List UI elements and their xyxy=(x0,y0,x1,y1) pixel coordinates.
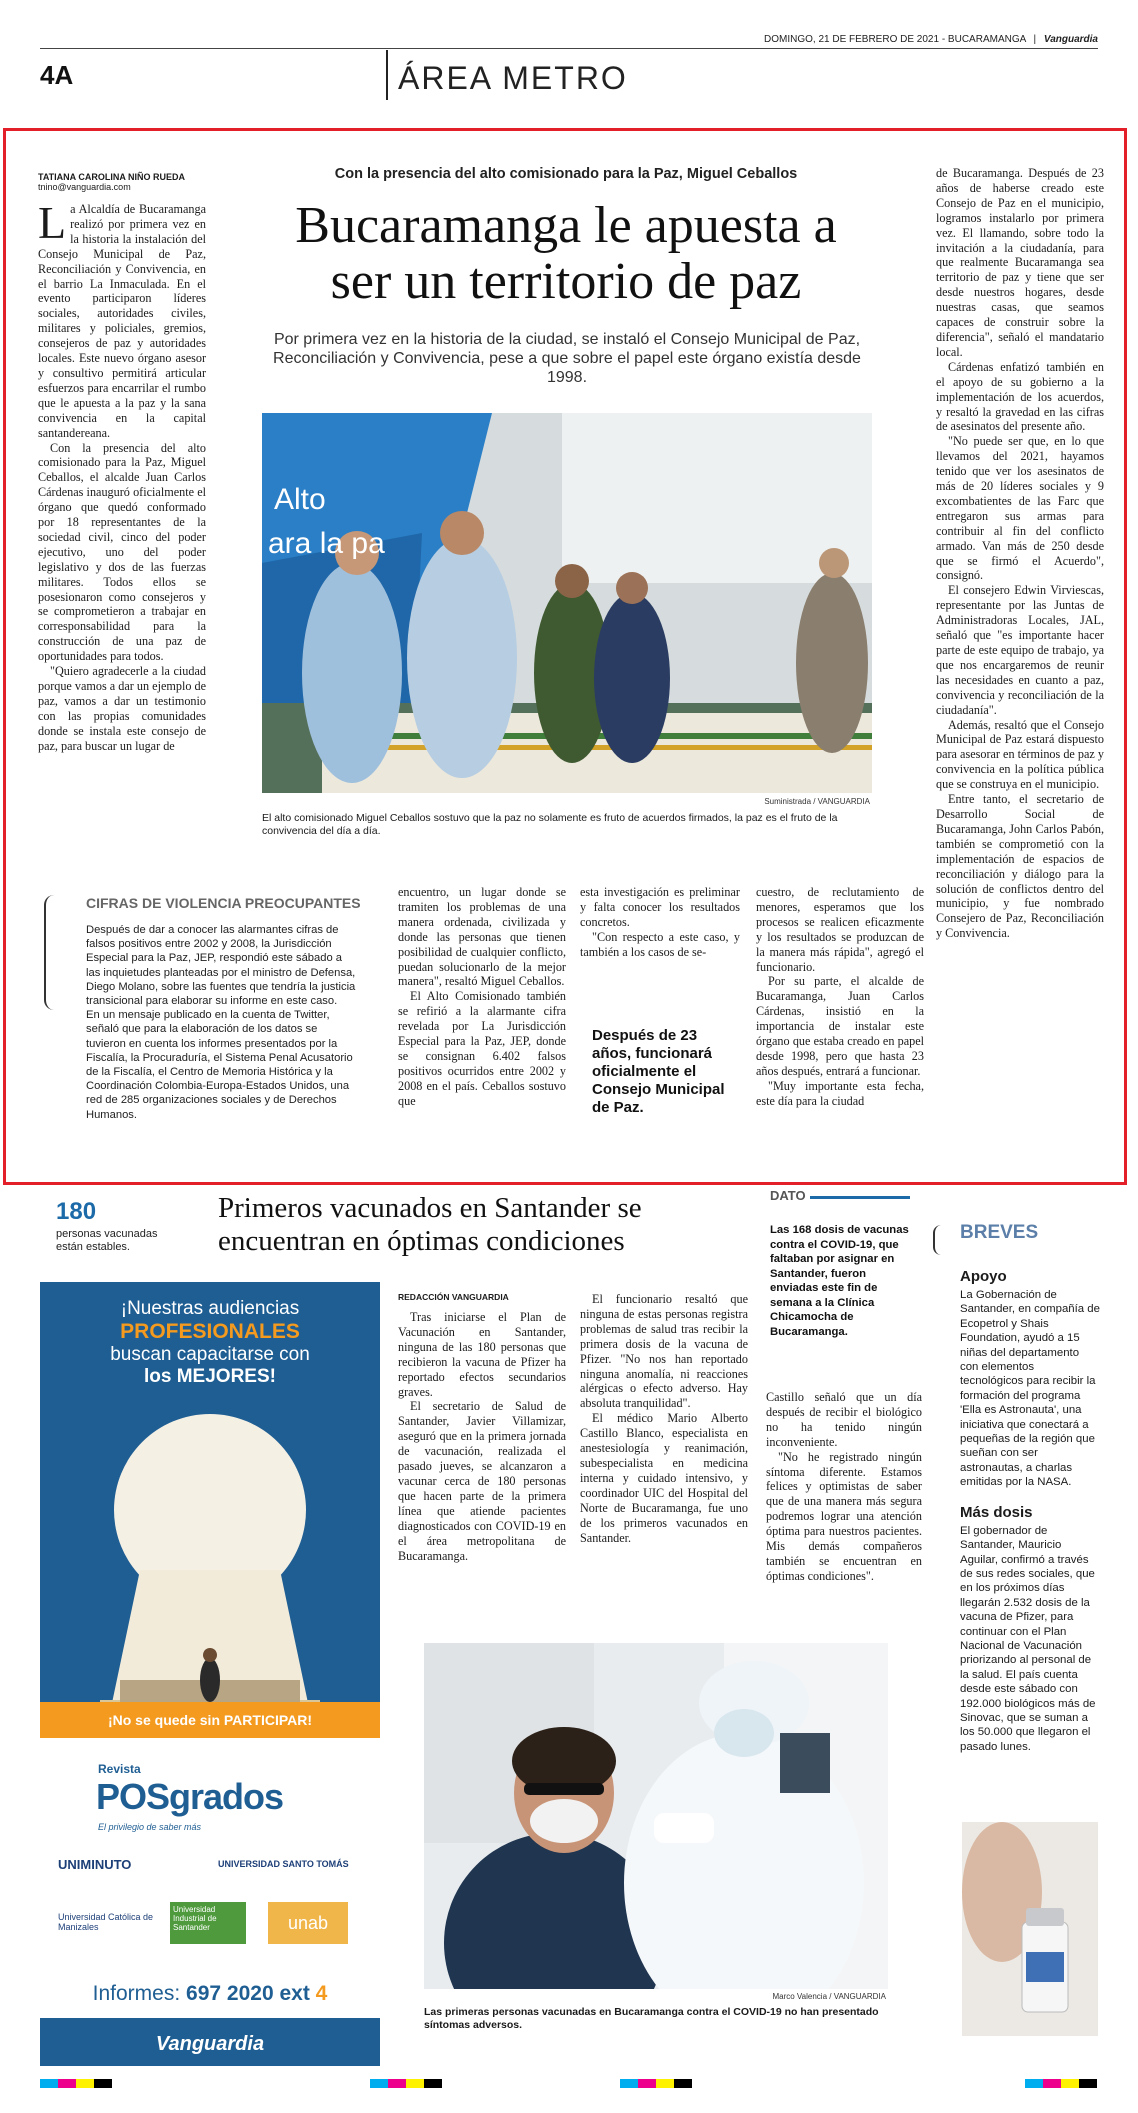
photo-caption-2: Las primeras personas vacunadas en Bucaramanga contra el COVID-19 no han presentado síntomas adversos. xyxy=(424,2006,879,2031)
stat-number: 180 xyxy=(56,1198,97,1225)
ad-tagline: El privilegio de saber más xyxy=(98,1822,202,1832)
paragraph: "No puede ser que, en lo que llevamos del 2021, hayamos tenido que ver los asesinatos de más de 20 líderes sociales y 9 excombatientes de las Farc que entregaron sus armas para contribuir al fin del conflicto armado. Van más de 250 desde que se firmó el Acuerdo", consignó. xyxy=(936,434,1104,583)
paragraph: El consejero Edwin Virviescas, representante por las Juntas de Administradoras Locales, JAL, señaló que "es importante hacer parte de este equipo de trabajo, ya que nos encargaremos de reunir las necesidades en cuanto a paz, convivencia y reconciliación de la ciudadanía". xyxy=(936,583,1104,717)
ad-revista: Revista xyxy=(98,1762,141,1776)
box-paragraph: Después de dar a conocer las alarmantes cifras de falsos positivos entre 2002 y 2008, la Jurisdicción Especial para la Paz, JEP, respondió este sábado a las inquietudes planteadas por el ministro de Defensa, Diego Molano, sobre las fuentes que tendría la justicia transicional para elaborar su informe en este caso. xyxy=(86,924,356,1008)
logo-uis: Universidad Industrial de Santander xyxy=(170,1902,246,1944)
paragraph: Tras iniciarse el Plan de Vacunación en Santander, ninguna de las 180 personas que recibieron la vacuna de Pfizer ha reportado efectos secundarios graves. xyxy=(398,1310,566,1399)
article-column-5 xyxy=(936,166,1104,941)
paragraph: El Alto Comisionado también se refirió a la alarmante cifra revelada por La Jurisdicción Especial para la Paz, JEP, donde se consignan 6.402 falsos positivos ocurridos entre 2002 y 2008 en el país. Ceballos sostuvo que xyxy=(398,989,566,1108)
headline-2-line-1: Primeros vacunados en Santander se xyxy=(218,1192,642,1224)
headline-line-2: ser un territorio de paz xyxy=(330,253,802,310)
article2-column-1 xyxy=(398,1310,566,1563)
vaccine-photo xyxy=(424,1643,888,1989)
header-divider xyxy=(386,50,388,100)
logo-santo-tomas: UNIVERSIDAD SANTO TOMÁS xyxy=(218,1859,349,1869)
dateline: DOMINGO, 21 DE FEBRERO DE 2021 - BUCARAMANGA | Vanguardia xyxy=(764,34,1098,45)
byline xyxy=(38,172,238,192)
paragraph: Cárdenas enfatizó también en el apoyo de su gobierno a la implementación de los acuerdos, y resaltó la gravedad en las cifras de asesinatos del presente año. xyxy=(936,359,1104,434)
box-text xyxy=(86,923,356,1122)
dato-label: DATO xyxy=(770,1188,810,1203)
photo-caption: El alto comisionado Miguel Ceballos sostuvo que la paz no solamente es fruto de acuerdos firmados, la paz es el fruto de la convivencia del día a día. xyxy=(262,812,838,837)
sidebar-brace xyxy=(44,895,54,1010)
paragraph: Con la presencia del alto comisionado para la Paz, Miguel Ceballos, el alcalde Juan Carlos Cárdenas inauguró oficialmente el órgano que quedó conformado por 18 representantes de la sociedad civil, cinco del poder ejecutivo, uno del poder legislativo y dos de las fuerzas militares. Todos ellos se posesionaron como consejeros y se comprometieron a trabajar en corresponsabilidad para la construcción de una paz de oportunidades para todos. xyxy=(38,440,206,664)
paragraph: "Muy importante esta fecha, este día para la ciudad xyxy=(756,1078,924,1108)
box-paragraph: En un mensaje publicado en la cuenta de Twitter, señaló que para la elaboración de los datos se tuvieron en cuenta los informes presentados por la Fiscalía, la Procuraduría, el Sistema Penal Acusatorio de la Fiscalía, el Centro de Memoria Histórica y la Coordinación Colombia-Europa-Estados Unidos, una red de 285 organizaciones sociales y de Derechos Humanos. xyxy=(86,1009,353,1121)
posgrados-ad[interactable] xyxy=(40,1282,380,2066)
paragraph: "Quiero agradecerle a la ciudad porque vamos a dar un ejemplo de paz, vamos a dar un testimonio con las propias comunidades donde se instala este consejo de paz, para buscar un lugar de xyxy=(38,664,206,753)
paragraph: "No he registrado ningún síntoma diferente. Estamos felices y optimistas de saber que de una manera más segura podremos lograr una atención óptima para nuestros pacientes. Mis demás compañeros también se encuentran en óptimas condiciones". xyxy=(766,1449,922,1583)
article-column-1 xyxy=(38,197,206,754)
vaccination-photo xyxy=(424,1643,888,1989)
color-registration-bar xyxy=(620,2075,692,2093)
ad-line-1: ¡Nuestras audiencias xyxy=(120,1298,300,1319)
breves-divider xyxy=(933,1225,943,1255)
info-label: Informes: xyxy=(92,1982,181,2005)
logo-catolica: Universidad Católica de Manizales xyxy=(58,1912,154,1932)
info-ext: 4 xyxy=(315,1982,328,2005)
color-registration-bar xyxy=(370,2075,442,2093)
paragraph: a Alcaldía de Bucaramanga realizó por primera vez en la historia la instalación del Consejo Municipal de Paz, Reconciliación y Convivencia, en el barrio La Inmaculada. En el evento participaron líderes sociales, autoridades civiles, militares y policiales, gremios, consejeros de paz y autoridades locales. Este nuevo órgano asesor y consultivo permitirá articular esfuerzos para encarrilar el rumbo que le apuesta a la paz y la sana convivencia en la capital santandereana. xyxy=(38,202,206,440)
page-number: 4A xyxy=(40,60,74,90)
drop-cap: L xyxy=(38,197,67,248)
byline-email: tnino@vanguardia.com xyxy=(38,182,131,192)
paragraph: Castillo señaló que un día después de recibir el biológico no ha tenido ningún inconveniente. xyxy=(766,1390,922,1449)
photo-banner-text: ara la pa xyxy=(268,527,385,560)
breve-title: Más dosis xyxy=(960,1503,1033,1521)
paragraph: encuentro, un lugar donde se tramiten los problemas de una manera ordenada, civilizada y donde las personas que tienen posibilidad de cualquier conflicto, puedan solucionarlo de la mejor manera", resaltó Miguel Ceballos. xyxy=(398,885,566,989)
article-column-4 xyxy=(756,885,924,1109)
date-text: DOMINGO, 21 DE FEBRERO DE 2021 - BUCARAMANGA xyxy=(764,34,1026,45)
paragraph: El funcionario resaltó que ninguna de estas personas registra problemas de salud tras recibir la primera dosis de la vacuna de Pfizer. "No nos han reportado ninguna anomalía, ni reacciones alérgicas o efecto adverso. Hay absoluta tranquilidad". xyxy=(580,1292,748,1411)
paragraph: "Con respecto a este caso, y también a los casos de se- xyxy=(580,929,740,959)
paragraph: Por su parte, el alcalde de Bucaramanga, Juan Carlos Cárdenas, insistió en la importancia de instalar este órgano que estaba creado en papel desde 1998, pero que hasta 23 años después, entrará a funcionar. xyxy=(756,974,924,1078)
dato-text: Las 168 dosis de vacunas contra el COVID-19, que faltaban por asignar en Santander, fueron enviadas este fin de semana a la Clínica Chicamocha de Bucaramanga. xyxy=(770,1224,909,1338)
ad-cta[interactable]: ¡No se quede sin PARTICIPAR! xyxy=(40,1702,380,1738)
headline-line-1: Bucaramanga le apuesta a xyxy=(295,197,837,254)
headline-2 xyxy=(218,1192,758,1258)
kicker: Con la presencia del alto comisionado para la Paz, Miguel Ceballos xyxy=(334,166,798,182)
section-title: ÁREA METRO xyxy=(398,60,628,96)
info-number: 697 2020 ext xyxy=(186,1982,310,2005)
brand-name: Vanguardia xyxy=(1043,34,1098,45)
pull-quote: Después de 23 años, funcionará oficialmente el Consejo Municipal de Paz. xyxy=(592,1027,725,1116)
headline xyxy=(226,198,906,310)
paragraph: El médico Mario Alberto Castillo Blanco, especialista en anestesiología y reanimación, subespecialista en medicina interna y cuidado intensivo, y coordinador UIC del Hospital del Norte de Bucaramanga, fue uno de los primeros vacunados en Santander. xyxy=(580,1411,748,1545)
main-photo xyxy=(262,413,872,793)
article-column-3 xyxy=(580,885,740,960)
ad-line-4: los MEJORES! xyxy=(144,1366,276,1387)
ad-line-2: PROFESIONALES xyxy=(120,1320,300,1343)
ad-headline xyxy=(40,1298,380,1388)
color-registration-bar xyxy=(40,2075,112,2093)
vial-image xyxy=(962,1822,1098,2036)
byline-name: TATIANA CAROLINA NIÑO RUEDA xyxy=(38,172,185,182)
article2-column-2 xyxy=(580,1292,748,1545)
breves-title: BREVES xyxy=(960,1222,1039,1243)
article-column-2 xyxy=(398,885,566,1109)
paragraph: de Bucaramanga. Después de 23 años de haberse creado este Consejo de Paz en el municipio, logramos instalarlo por primera vez. El llamando, sobre todo la invitación a la ciudadanía, para que realmente Bucaramanga sea territorio de paz y tiene que ser desde nuestros hogares, desde nuestras casas, que seamos capaces de construir sobre la diferencia", señaló el mandatario local. xyxy=(936,166,1104,359)
stat-text: personas vacunadas están estables. xyxy=(56,1228,158,1253)
vaccine-vial-photo xyxy=(962,1822,1098,2036)
headline-2-line-2: encuentran en óptimas condiciones xyxy=(218,1225,625,1257)
ad-footer-brand: Vanguardia xyxy=(40,2022,380,2066)
ceremony-photo xyxy=(262,413,872,793)
breve-item xyxy=(960,1504,1100,1755)
ad-info xyxy=(40,1982,380,2006)
color-registration-bar xyxy=(1025,2075,1097,2093)
header-rule xyxy=(40,48,1098,49)
ad-line-3: buscan capacitarse con xyxy=(110,1344,310,1365)
breves-list xyxy=(960,1268,1100,1768)
photo-credit-2: Marco Valencia / VANGUARDIA xyxy=(772,1992,886,2001)
ad-brand: POSgrados xyxy=(96,1776,284,1817)
logo-unab: unab xyxy=(268,1902,348,1944)
box-title: CIFRAS DE VIOLENCIA PREOCUPANTES xyxy=(86,895,361,911)
paragraph: Además, resaltó que el Consejo Municipal de Paz estará dispuesto para asesorar en términos de paz y convivencia en la política pública que se construya en el municipio. xyxy=(936,717,1104,792)
paragraph: Entre tanto, el secretario de Desarrollo Social de Bucaramanga, John Carlos Pabón, también se comprometió con la implementación de espacios de reconciliación y diálogo para la solución de conflictos dentro del municipio, y fue nombrado Consejero de Paz, Reconciliación y Convivencia. xyxy=(936,792,1104,941)
breve-title: Apoyo xyxy=(960,1268,1007,1285)
byline-2: REDACCIÓN VANGUARDIA xyxy=(398,1292,509,1302)
paragraph: esta investigación es preliminar y falta conocer los resultados concretos. xyxy=(580,885,740,929)
breve-text: El gobernador de Santander, Mauricio Aguilar, confirmó a través de sus redes sociales, que en los próximos días llegarán 2.532 dosis de la vacuna de Pfizer, para continuar con el Plan Nacional de Vacunación priorizando al personal de la salud. El país cuenta desde este sábado con 192.000 biológicos más de Sinovac, que se suman a los 50.000 que llegaron el pasado lunes. xyxy=(960,1524,1096,1753)
paragraph: El secretario de Salud de Santander, Javier Villamizar, aseguró que en la primera jornada de vacunación, realizada el pasado jueves, se alcanzaron a vacunar cerca de 180 personas que hacen parte de la primera línea que atiende pacientes diagnosticados con COVID-19 en el área metropolitana de Bucaramanga. xyxy=(398,1399,566,1563)
article2-column-3 xyxy=(766,1390,922,1584)
breve-text: La Gobernación de Santander, en compañía de Ecopetrol y Shais Foundation, ayudó a 15 niñas del departamento con elementos tecnológicos para recibir la formación del programa 'Ella es Astronauta', una iniciativa que conectará a pequeñas de la región que sueñan con ser astronautas, a charlas emitidas por la NASA. xyxy=(960,1289,1100,1489)
photo-banner-text: Alto xyxy=(274,483,326,516)
subheadline: Por primera vez en la historia de la ciudad, se instaló el Consejo Municipal de Paz, Reconciliación y Convivencia, pese a que sobre el papel este órgano existía desde 1998. xyxy=(273,331,861,386)
paragraph: cuestro, de reclutamiento de menores, esperamos que los procesos se realicen eficazmente y los resultados se produzcan de la manera más rápida", agregó el funcionario. xyxy=(756,885,924,974)
logo-uniminuto: UNIMINUTO xyxy=(58,1857,132,1872)
photo-credit: Suministrada / VANGUARDIA xyxy=(764,797,870,806)
breve-item xyxy=(960,1268,1100,1490)
